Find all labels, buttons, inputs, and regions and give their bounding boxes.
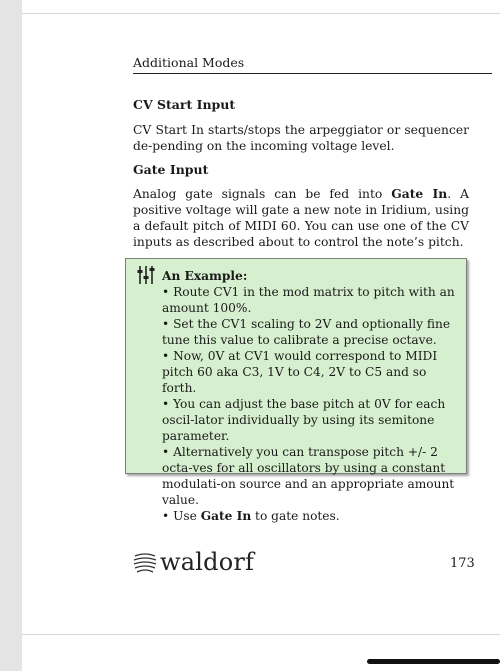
page-number: 173: [450, 556, 475, 571]
gate-input-heading: Gate Input: [133, 162, 209, 177]
example-item: • Set the CV1 scaling to 2V and optionally fine tune this value to calibrate a precise octave.: [162, 317, 451, 347]
example-last-bold: Gate In: [200, 509, 252, 523]
waldorf-logo-icon: [132, 549, 158, 575]
sliders-icon: [136, 265, 156, 285]
example-item: • Now, 0V at CV1 would correspond to MIDI pitch 60 aka C3, 1V to C4, 2V to C5 and so forth.: [162, 349, 438, 395]
horizontal-scrollbar[interactable]: [367, 659, 500, 664]
gate-text-bold: Gate In: [391, 186, 448, 201]
top-divider: [22, 13, 500, 14]
example-title: An Example:: [162, 269, 248, 283]
example-item-last: [162, 508, 458, 524]
example-callout: [125, 258, 467, 523]
example-last-post: to gate notes.: [251, 509, 340, 523]
waldorf-logo: [132, 547, 254, 577]
example-last-pre: • Use: [162, 509, 201, 523]
waldorf-logo-text: waldorf: [160, 548, 255, 576]
example-item: • Alternatively you can transpose pitch +/- 2 octa-ves for all oscillators by using a constant modulati-on source and an appropriate amount value.: [162, 445, 455, 507]
gate-input-paragraph: [133, 186, 469, 250]
gate-text-pre: Analog gate signals can be fed into: [133, 187, 392, 201]
document-page: [22, 0, 500, 671]
example-content: [162, 268, 458, 524]
example-item: • You can adjust the base pitch at 0V for each oscil-lator individually by using its semitone parameter.: [162, 397, 446, 443]
example-item: • Route CV1 in the mod matrix to pitch with an amount 100%.: [162, 285, 455, 315]
section-title: Additional Modes: [133, 55, 492, 74]
bottom-divider: [22, 634, 500, 635]
cv-start-paragraph: CV Start In starts/stops the arpeggiator or sequencer de-pending on the incoming voltage level.: [133, 123, 469, 153]
gate-text-post: . A positive voltage will gate a new note in Iridium, using a default pitch of MIDI 60. You can use one of the CV inputs as described about to control the note’s pitch.: [133, 187, 469, 249]
cv-start-heading: CV Start Input: [133, 97, 236, 112]
